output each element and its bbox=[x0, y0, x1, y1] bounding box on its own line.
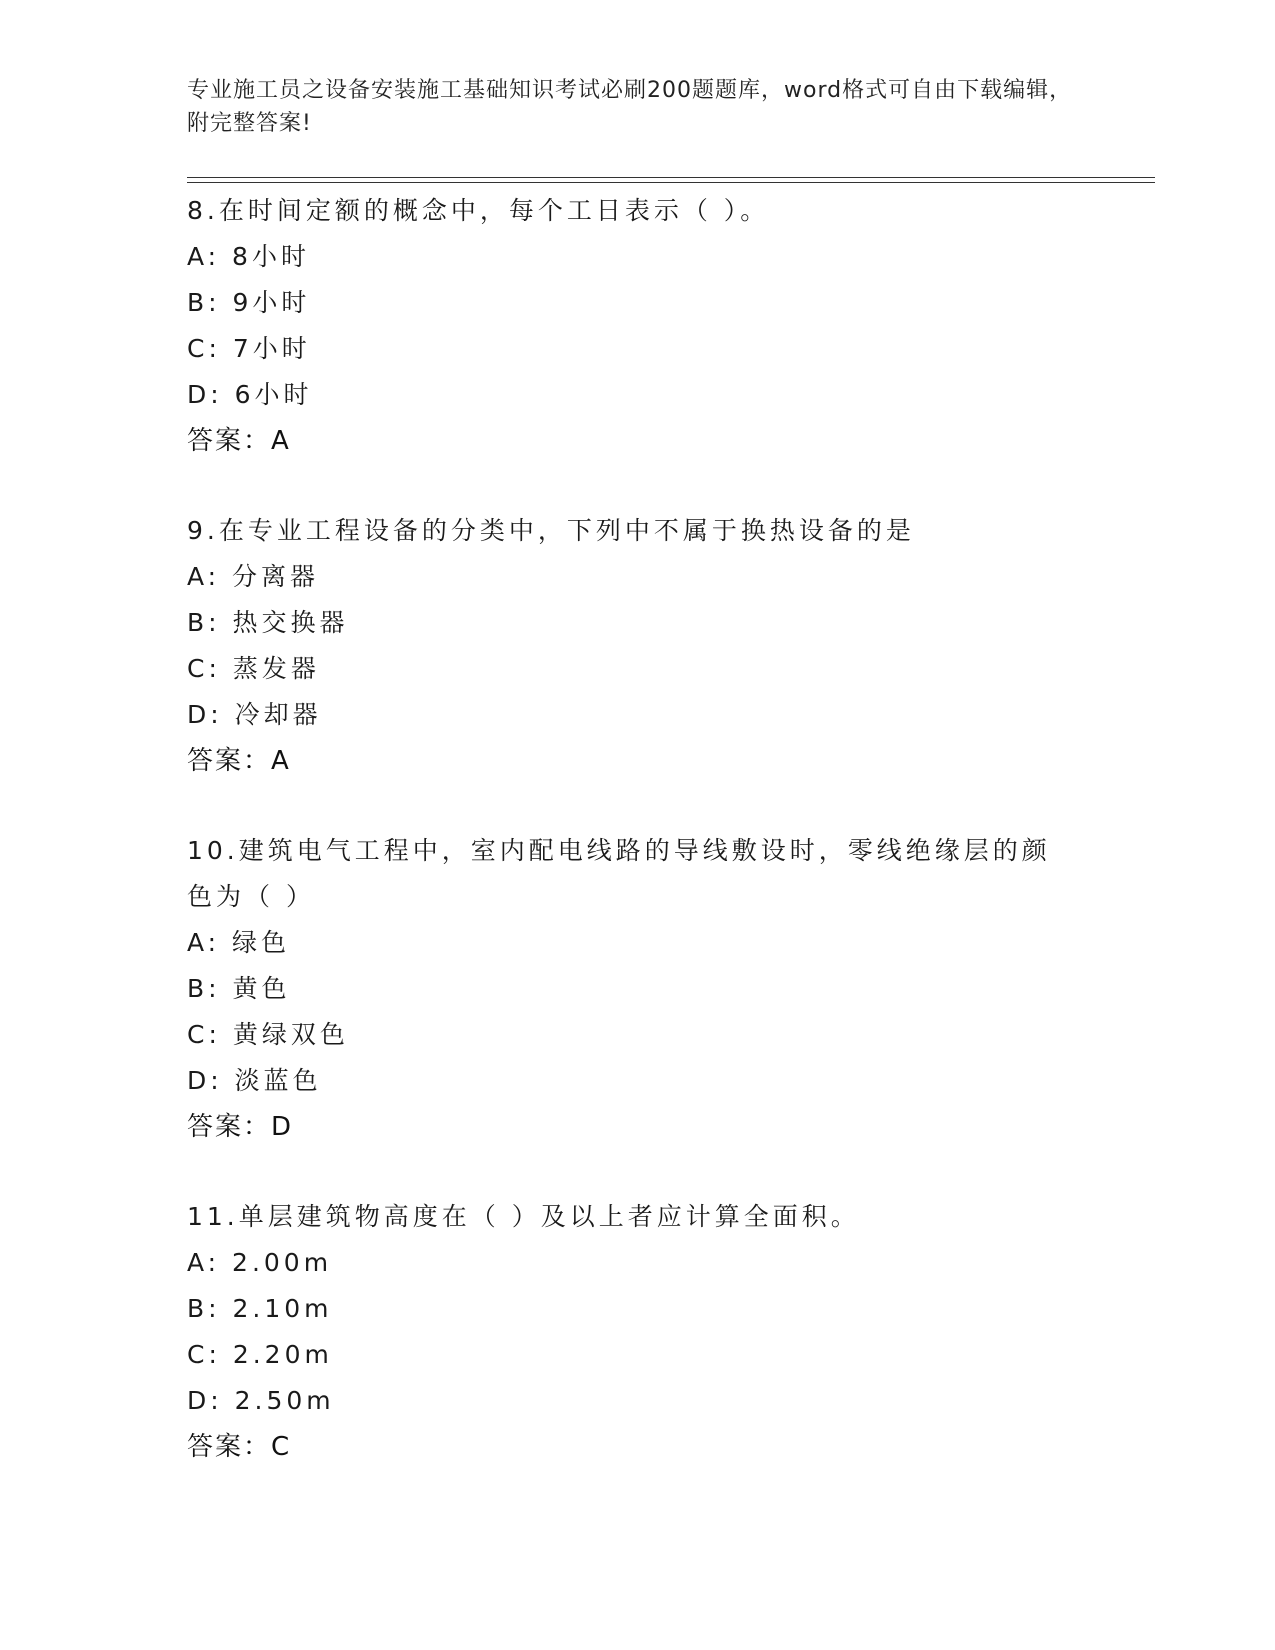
question-number: 11. bbox=[187, 1202, 239, 1231]
question-11 bbox=[187, 1194, 1087, 1470]
question-text bbox=[187, 1194, 1077, 1240]
question-9 bbox=[187, 508, 1087, 784]
question-text bbox=[187, 188, 1077, 234]
option-d: D: 淡蓝色 bbox=[187, 1066, 322, 1095]
option-c: C: 7小时 bbox=[187, 334, 311, 363]
question-stem: 单层建筑物高度在（ ）及以上者应计算全面积。 bbox=[238, 1202, 860, 1231]
option-a: A: 8小时 bbox=[187, 242, 310, 271]
question-stem: 建筑电气工程中，室内配电线路的导线敷设时，零线绝缘层的颜色为（ ） bbox=[187, 836, 1051, 911]
option-d: D: 冷却器 bbox=[187, 700, 322, 729]
option-a: A: 绿色 bbox=[187, 928, 291, 957]
question-stem: 在专业工程设备的分类中，下列中不属于换热设备的是 bbox=[218, 516, 915, 545]
question-stem: 在时间定额的概念中，每个工日表示（ ）。 bbox=[218, 196, 770, 225]
document-header: 专业施工员之设备安装施工基础知识考试必刷200题题库，word格式可自由下载编辑，附完整答案! bbox=[187, 78, 1073, 136]
option-a: A: 2.00m bbox=[187, 1248, 333, 1277]
answer-label: 答案：C bbox=[187, 1432, 292, 1462]
option-c: C: 蒸发器 bbox=[187, 654, 320, 683]
option-c: C: 2.20m bbox=[187, 1340, 333, 1369]
option-d: D: 6小时 bbox=[187, 380, 313, 409]
option-b: B: 9小时 bbox=[187, 288, 311, 317]
option-a: A: 分离器 bbox=[187, 562, 320, 591]
question-text bbox=[187, 828, 1077, 920]
question-number: 10. bbox=[187, 836, 239, 865]
question-number: 9. bbox=[187, 516, 219, 545]
question-10 bbox=[187, 828, 1087, 1150]
answer-label: 答案：A bbox=[187, 746, 291, 776]
question-number: 8. bbox=[187, 196, 219, 225]
answer-label: 答案：D bbox=[187, 1112, 294, 1142]
option-c: C: 黄绿双色 bbox=[187, 1020, 349, 1049]
header-divider-bottom bbox=[187, 182, 1155, 183]
option-b: B: 黄色 bbox=[187, 974, 291, 1003]
question-text bbox=[187, 508, 1077, 554]
answer-label: 答案：A bbox=[187, 426, 291, 456]
option-d: D: 2.50m bbox=[187, 1386, 335, 1415]
option-b: B: 2.10m bbox=[187, 1294, 333, 1323]
question-8 bbox=[187, 188, 1087, 464]
option-b: B: 热交换器 bbox=[187, 608, 349, 637]
header-divider-top bbox=[187, 177, 1155, 178]
